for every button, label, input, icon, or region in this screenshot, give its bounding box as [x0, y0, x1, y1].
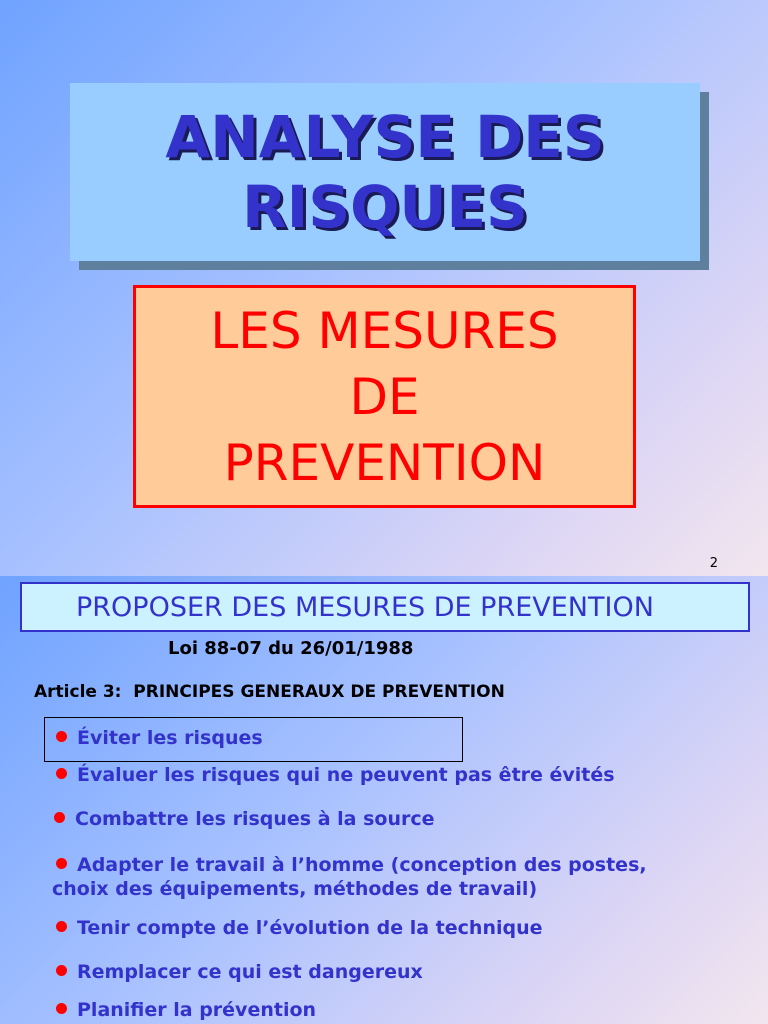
principle-item [54, 807, 754, 831]
slide-subtitle [210, 298, 558, 496]
principle-item [56, 960, 756, 984]
principle-text: Éviter les risques [77, 727, 263, 749]
title-line-2: RISQUES [242, 173, 528, 241]
principle-text: Évaluer les risques qui ne peuvent pas être évités [77, 764, 615, 786]
slide-prevention [0, 576, 768, 1024]
subtitle-box [133, 285, 636, 508]
slide-title-heading [165, 102, 604, 242]
subtitle-line-1: LES MESURES [210, 301, 559, 360]
page-number: 2 [709, 556, 718, 571]
bullet-dot-icon [56, 768, 67, 779]
bullet-dot-icon [56, 858, 67, 869]
bullet-dot-icon [56, 731, 67, 742]
principle-text: Combattre les risques à la source [75, 808, 435, 830]
principle-item [52, 853, 756, 901]
subtitle-line-3: PREVENTION [223, 433, 546, 492]
principle-text: Adapter le travail à l’homme (conception des postes, [77, 854, 647, 876]
article-heading: Article 3: PRINCIPES GENERAUX DE PREVENTION [34, 682, 505, 702]
title-line-1: ANALYSE DES [165, 103, 605, 171]
bullet-dot-icon [56, 921, 67, 932]
principle-item [56, 916, 756, 940]
principle-text: Planifier la prévention [77, 999, 317, 1021]
principle-item [56, 998, 756, 1022]
principle-item [56, 726, 756, 750]
principle-text: Tenir compte de l’évolution de la technique [77, 917, 543, 939]
slide-heading: PROPOSER DES MESURES DE PREVENTION [76, 591, 654, 623]
bullet-dot-icon [54, 812, 65, 823]
law-reference: Loi 88-07 du 26/01/1988 [168, 638, 414, 659]
bullet-dot-icon [56, 965, 67, 976]
bullet-dot-icon [56, 1003, 67, 1014]
principle-text: Remplacer ce qui est dangereux [77, 961, 423, 983]
title-box [70, 83, 700, 261]
principle-text-continuation: choix des équipements, méthodes de travail) [52, 878, 538, 900]
subtitle-line-2: DE [349, 367, 420, 426]
principle-item [56, 763, 756, 787]
header-box [20, 582, 750, 632]
